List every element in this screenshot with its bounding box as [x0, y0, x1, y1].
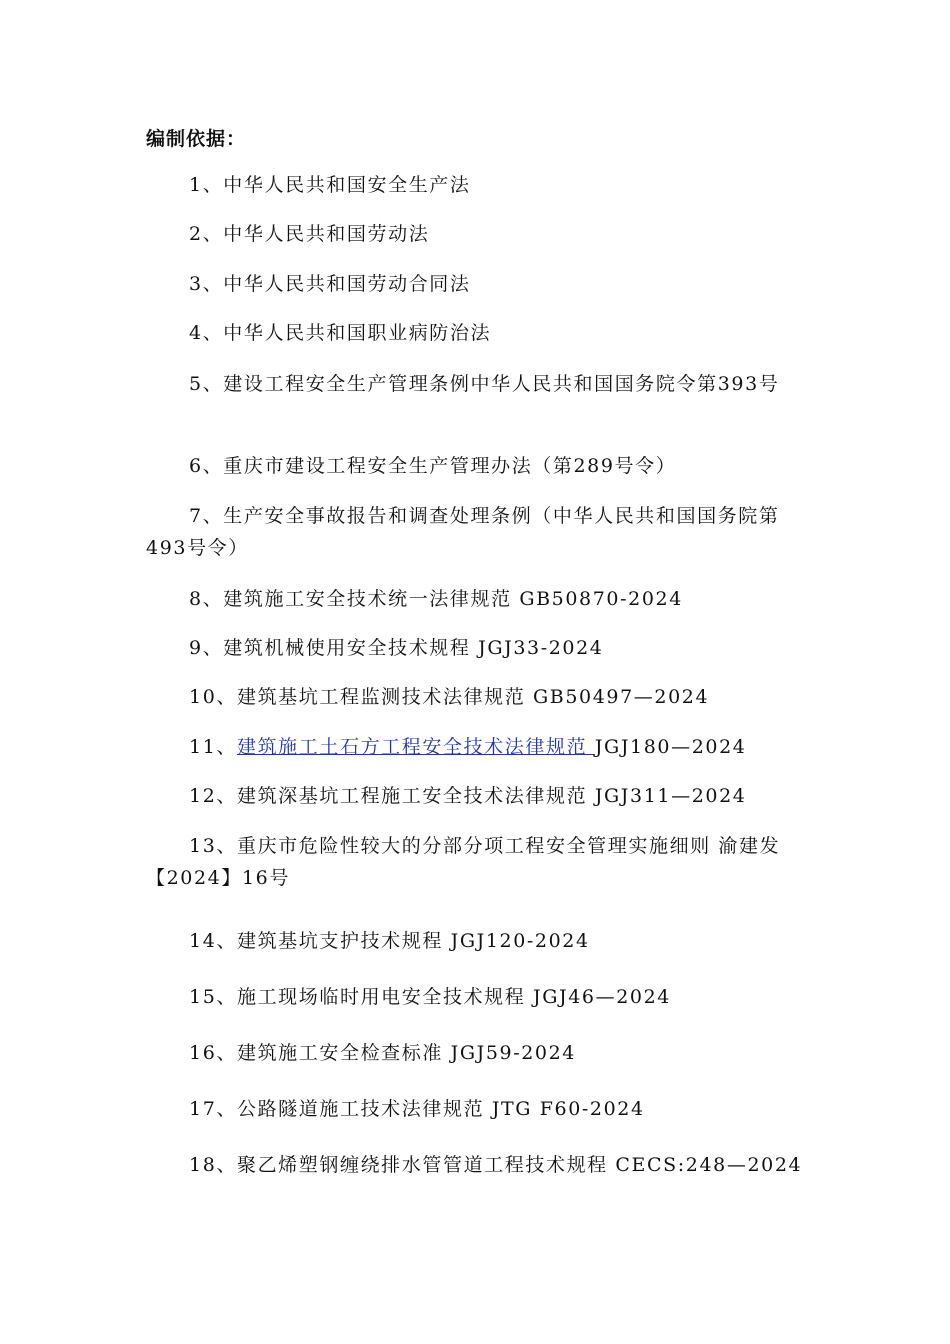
- list-item: 7、生产安全事故报告和调查处理条例（中华人民共和国国务院第493号令）: [146, 505, 780, 559]
- list-item: 4、中华人民共和国职业病防治法: [189, 322, 492, 344]
- list-item: 2、中华人民共和国劳动法: [189, 223, 430, 245]
- item-suffix: JGJ180—2024: [594, 736, 747, 758]
- list-item: 1、中华人民共和国安全生产法: [189, 174, 471, 196]
- list-item: 12、建筑深基坑工程施工安全技术法律规范 JGJ311—2024: [189, 785, 747, 807]
- item-prefix: 11、: [189, 736, 237, 758]
- list-item: 13、重庆市危险性较大的分部分项工程安全管理实施细则 渝建发【2024】16号: [146, 835, 781, 889]
- list-item-linked: [146, 731, 812, 763]
- list-item: 16、建筑施工安全检查标准 JGJ59-2024: [189, 1042, 576, 1064]
- list-item: 15、施工现场临时用电安全技术规程 JGJ46—2024: [189, 986, 671, 1008]
- list-item: 9、建筑机械使用安全技术规程 JGJ33-2024: [189, 637, 604, 659]
- list-item: 3、中华人民共和国劳动合同法: [189, 273, 471, 295]
- section-heading: 编制依据：: [146, 128, 247, 150]
- list-item: 8、建筑施工安全技术统一法律规范 GB50870-2024: [189, 588, 683, 610]
- list-item: 18、聚乙烯塑钢缠绕排水管管道工程技术规程 CECS:248—2024: [189, 1154, 803, 1176]
- list-item: 5、建设工程安全生产管理条例中华人民共和国国务院令第393号: [189, 373, 780, 395]
- list-item: 14、建筑基坑支护技术规程 JGJ120-2024: [189, 930, 590, 952]
- list-item: 6、重庆市建设工程安全生产管理办法（第289号令）: [189, 455, 677, 477]
- list-item: 10、建筑基坑工程监测技术法律规范 GB50497—2024: [189, 686, 710, 708]
- list-item: 17、公路隧道施工技术法律规范 JTG F60-2024: [189, 1098, 645, 1120]
- standard-link[interactable]: 建筑施工土石方工程安全技术法律规范: [236, 736, 595, 758]
